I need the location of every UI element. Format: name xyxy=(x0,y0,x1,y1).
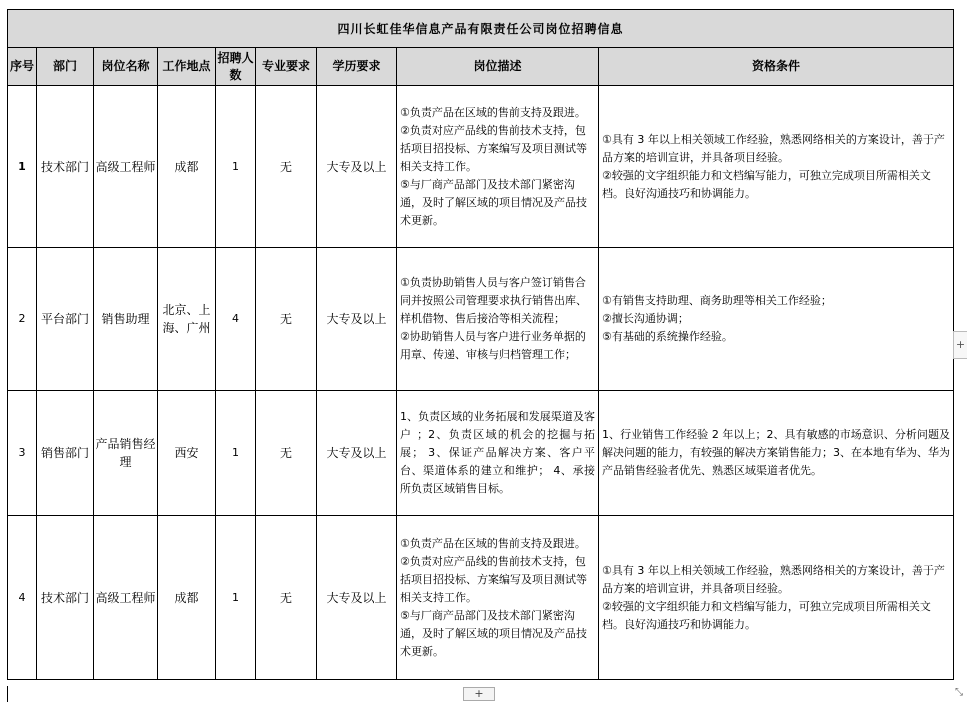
resize-handle-icon[interactable]: ⤡ xyxy=(955,687,963,698)
qualification-line: ①具有 3 年以上相关领域工作经验，熟悉网络相关的方案设计，善于产品方案的培训宣讲，并具备项目经验。 xyxy=(602,132,945,164)
education-cell: 大专及以上 xyxy=(317,248,397,391)
qualification-line: ⑤有基础的系统操作经验。 xyxy=(602,330,733,343)
education-cell: 大专及以上 xyxy=(317,516,397,680)
qualification-cell xyxy=(599,248,954,391)
dept-cell: 平台部门 xyxy=(37,248,94,391)
description-line: ①负责协助销售人员与客户签订销售合同并按照公司管理要求执行销售出库、样机借物、售后接洽等相关流程； xyxy=(400,276,587,325)
qualification-line: ①有销售支持助理、商务助理等相关工作经验； xyxy=(602,294,832,307)
description-cell xyxy=(397,86,599,248)
header-cell: 岗位描述 xyxy=(397,48,599,86)
row-number: 1 xyxy=(8,86,37,248)
education-cell: 大专及以上 xyxy=(317,391,397,516)
table-row xyxy=(8,516,954,680)
position-cell: 高级工程师 xyxy=(94,86,158,248)
row-resize-marker xyxy=(7,686,8,702)
count-cell: 1 xyxy=(216,86,256,248)
description-line: ⑤与厂商产品部门及技术部门紧密沟通，及时了解区域的项目情况及产品技术更新。 xyxy=(400,608,587,658)
header-cell: 工作地点 xyxy=(158,48,216,86)
qualification-cell xyxy=(599,391,954,516)
qualification-line: 1、行业销售工作经验 2 年以上；2、具有敏感的市场意识、分析问题及解决问题的能力，有较强的解决方案销售能力；3、在本地有华为、华为产品销售经验者优先、熟悉区域渠道者优先。 xyxy=(602,428,950,477)
description-line: ②协助销售人员与客户进行业务单据的用章、传递、审核与归档管理工作； xyxy=(400,330,586,361)
description-line: ②负责对应产品线的售前技术支持，包括项目招投标、方案编写及项目测试等相关支持工作。 xyxy=(400,554,587,604)
add-column-button[interactable]: + xyxy=(953,331,967,359)
dept-cell: 技术部门 xyxy=(37,86,94,248)
qualification-line: ②较强的文字组织能力和文档编写能力，可独立完成项目所需相关文档。良好沟通技巧和协调能力。 xyxy=(602,168,931,200)
header-row xyxy=(8,48,954,86)
header-cell: 学历要求 xyxy=(317,48,397,86)
recruitment-table xyxy=(7,9,954,680)
position-cell: 产品销售经理 xyxy=(94,391,158,516)
table-row xyxy=(8,391,954,516)
header-cell: 部门 xyxy=(37,48,94,86)
count-cell: 1 xyxy=(216,516,256,680)
header-cell: 岗位名称 xyxy=(94,48,158,86)
add-row-button[interactable]: + xyxy=(463,687,495,701)
qualification-cell xyxy=(599,516,954,680)
location-cell: 成都 xyxy=(158,86,216,248)
position-cell: 高级工程师 xyxy=(94,516,158,680)
description-cell xyxy=(397,391,599,516)
description-cell xyxy=(397,248,599,391)
major-cell: 无 xyxy=(256,391,317,516)
location-cell: 西安 xyxy=(158,391,216,516)
location-cell: 北京、上海、广州 xyxy=(158,248,216,391)
table-title: 四川长虹佳华信息产品有限责任公司岗位招聘信息 xyxy=(8,10,954,48)
header-cell: 序号 xyxy=(8,48,37,86)
major-cell: 无 xyxy=(256,516,317,680)
education-cell: 大专及以上 xyxy=(317,86,397,248)
location-cell: 成都 xyxy=(158,516,216,680)
qualification-cell xyxy=(599,86,954,248)
count-cell: 4 xyxy=(216,248,256,391)
position-cell: 销售助理 xyxy=(94,248,158,391)
major-cell: 无 xyxy=(256,248,317,391)
table-row xyxy=(8,86,954,248)
description-line: ②负责对应产品线的售前技术支持，包括项目招投标、方案编写及项目测试等相关支持工作。 xyxy=(400,123,587,173)
qualification-line: ①具有 3 年以上相关领域工作经验，熟悉网络相关的方案设计，善于产品方案的培训宣讲，并具备项目经验。 xyxy=(602,563,945,595)
description-line: 1、负责区域的业务拓展和发展渠道及客户 ；2、负责区域的机会的挖掘与拓展； 3、保证产品解决方案、客户平台、渠道体系的建立和维护； 4、承接所负责区域销售目标。 xyxy=(400,410,595,495)
table-row xyxy=(8,248,954,391)
header-cell: 专业要求 xyxy=(256,48,317,86)
dept-cell: 技术部门 xyxy=(37,516,94,680)
row-number: 4 xyxy=(8,516,37,680)
description-line: ①负责产品在区域的售前支持及跟进。 xyxy=(400,105,586,119)
qualification-line: ②较强的文字组织能力和文档编写能力，可独立完成项目所需相关文档。良好沟通技巧和协调能力。 xyxy=(602,599,931,631)
count-cell: 1 xyxy=(216,391,256,516)
header-cell: 资格条件 xyxy=(599,48,954,86)
qualification-line: ②擅长沟通协调； xyxy=(602,312,689,325)
major-cell: 无 xyxy=(256,86,317,248)
dept-cell: 销售部门 xyxy=(37,391,94,516)
row-number: 2 xyxy=(8,248,37,391)
description-line: ①负责产品在区域的售前支持及跟进。 xyxy=(400,536,586,550)
header-cell: 招聘人数 xyxy=(216,48,256,86)
description-cell xyxy=(397,516,599,680)
row-number: 3 xyxy=(8,391,37,516)
description-line: ⑤与厂商产品部门及技术部门紧密沟通，及时了解区域的项目情况及产品技术更新。 xyxy=(400,177,587,227)
